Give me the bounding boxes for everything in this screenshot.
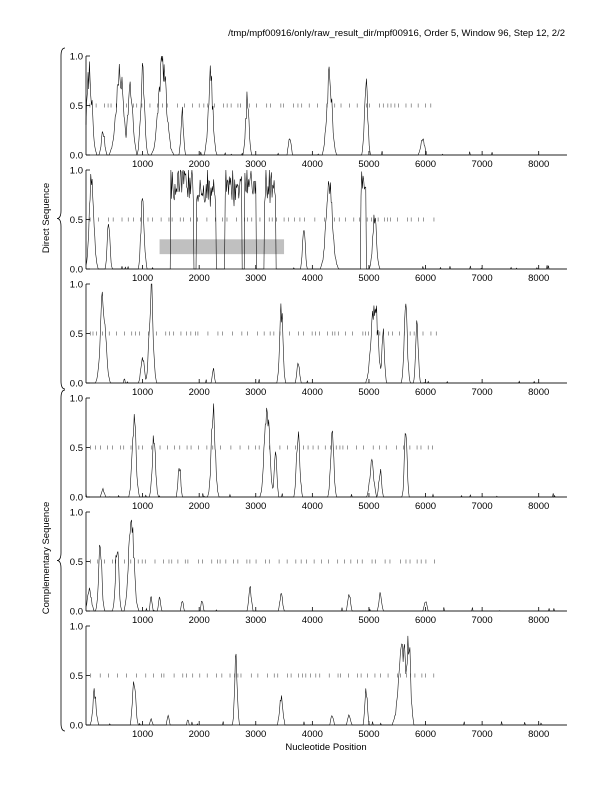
group-label-complementary: Complementary Sequence [41, 501, 52, 615]
group-bracket [57, 390, 65, 731]
x-tick-label: 5000 [358, 615, 380, 626]
x-tick-label: 3000 [245, 729, 267, 740]
x-tick-label: 7000 [471, 159, 493, 170]
panel-5 [70, 508, 567, 627]
y-tick-label: 1.0 [69, 621, 83, 633]
stop-codon-row [90, 218, 434, 222]
x-tick-label: 8000 [528, 387, 550, 398]
stop-codon-row [91, 674, 434, 678]
x-tick-label: 3000 [245, 615, 267, 626]
series-line [86, 636, 567, 725]
x-tick-label: 6000 [414, 615, 437, 626]
x-tick-label: 8000 [528, 273, 550, 284]
y-tick-label: 0.5 [69, 101, 83, 112]
x-tick-label: 1000 [132, 729, 154, 740]
x-tick-label: 8000 [528, 729, 550, 740]
y-tick-label: 0.5 [69, 671, 83, 682]
x-tick-label: 5000 [358, 159, 380, 170]
y-tick-label: 0.0 [69, 492, 83, 504]
x-tick-label: 1000 [132, 615, 154, 626]
series-line [86, 170, 567, 269]
y-tick-label: 1.0 [69, 507, 83, 519]
x-tick-label: 3000 [245, 273, 267, 284]
x-tick-label: 5000 [358, 729, 380, 740]
x-tick-label: 6000 [414, 387, 437, 398]
x-tick-label: 4000 [301, 501, 323, 512]
x-tick-label: 5000 [358, 501, 380, 512]
x-tick-label: 7000 [471, 729, 493, 740]
x-tick-label: 4000 [301, 159, 323, 170]
x-tick-label: 4000 [301, 729, 323, 740]
x-tick-label: 8000 [528, 501, 550, 512]
x-tick-label: 1000 [132, 273, 154, 284]
series-line [86, 56, 567, 155]
x-tick-label: 6000 [414, 273, 437, 284]
x-tick-label: 7000 [471, 387, 493, 398]
panel-2 [70, 166, 567, 285]
panels-layer [70, 52, 567, 741]
x-tick-label: 3000 [245, 159, 267, 170]
x-tick-label: 7000 [471, 501, 493, 512]
y-tick-label: 0.5 [69, 443, 83, 454]
x-tick-label: 6000 [414, 159, 437, 170]
y-tick-label: 0.5 [69, 329, 83, 340]
y-tick-label: 0.0 [69, 606, 83, 618]
x-tick-label: 1000 [132, 501, 154, 512]
y-tick-label: 0.0 [69, 150, 83, 162]
x-tick-label: 5000 [358, 387, 380, 398]
page-title: /tmp/mpf00916/only/raw_result_dir/mpf00916, Order 5, Window 96, Step 12, 2/2 [228, 28, 565, 39]
panel-1 [70, 52, 567, 171]
x-tick-label: 1000 [132, 387, 154, 398]
y-tick-label: 1.0 [69, 165, 83, 177]
x-tick-label: 3000 [245, 387, 267, 398]
group-brackets [57, 48, 65, 731]
x-tick-label: 4000 [301, 273, 323, 284]
x-tick-label: 3000 [245, 501, 267, 512]
series-line [86, 284, 567, 383]
y-tick-label: 0.0 [69, 264, 83, 276]
x-tick-label: 2000 [188, 159, 210, 170]
x-tick-label: 2000 [188, 501, 210, 512]
x-tick-label: 1000 [132, 159, 154, 170]
group-bracket [57, 48, 65, 389]
series-line [86, 404, 567, 497]
x-tick-label: 8000 [528, 159, 550, 170]
y-tick-label: 1.0 [69, 51, 83, 63]
x-tick-label: 2000 [188, 273, 210, 284]
panel-3 [70, 280, 567, 399]
y-tick-label: 1.0 [69, 393, 83, 405]
y-tick-label: 0.0 [69, 720, 83, 732]
x-tick-label: 2000 [188, 615, 210, 626]
x-tick-label: 8000 [528, 615, 550, 626]
x-tick-label: 7000 [471, 615, 493, 626]
x-tick-label: 6000 [414, 729, 437, 740]
x-tick-label: 4000 [301, 615, 323, 626]
y-tick-label: 0.5 [69, 557, 83, 568]
group-label-direct: Direct Sequence [41, 182, 52, 254]
x-tick-label: 2000 [188, 729, 210, 740]
x-tick-label: 2000 [188, 387, 210, 398]
x-tick-label: 5000 [358, 273, 380, 284]
panel-6 [70, 622, 567, 741]
series-line [86, 520, 567, 611]
y-tick-label: 1.0 [69, 279, 83, 291]
stop-codon-row [90, 332, 436, 336]
x-tick-label: 4000 [301, 387, 323, 398]
x-tick-label: 7000 [471, 273, 493, 284]
x-tick-label: 6000 [414, 501, 437, 512]
highlight-box [160, 239, 284, 254]
stop-codon-row [90, 446, 432, 450]
y-tick-label: 0.5 [69, 215, 83, 226]
y-tick-label: 0.0 [69, 378, 83, 390]
panel-4 [70, 394, 567, 513]
x-axis-label: Nucleotide Position [285, 742, 367, 753]
stop-codon-row [91, 560, 435, 564]
